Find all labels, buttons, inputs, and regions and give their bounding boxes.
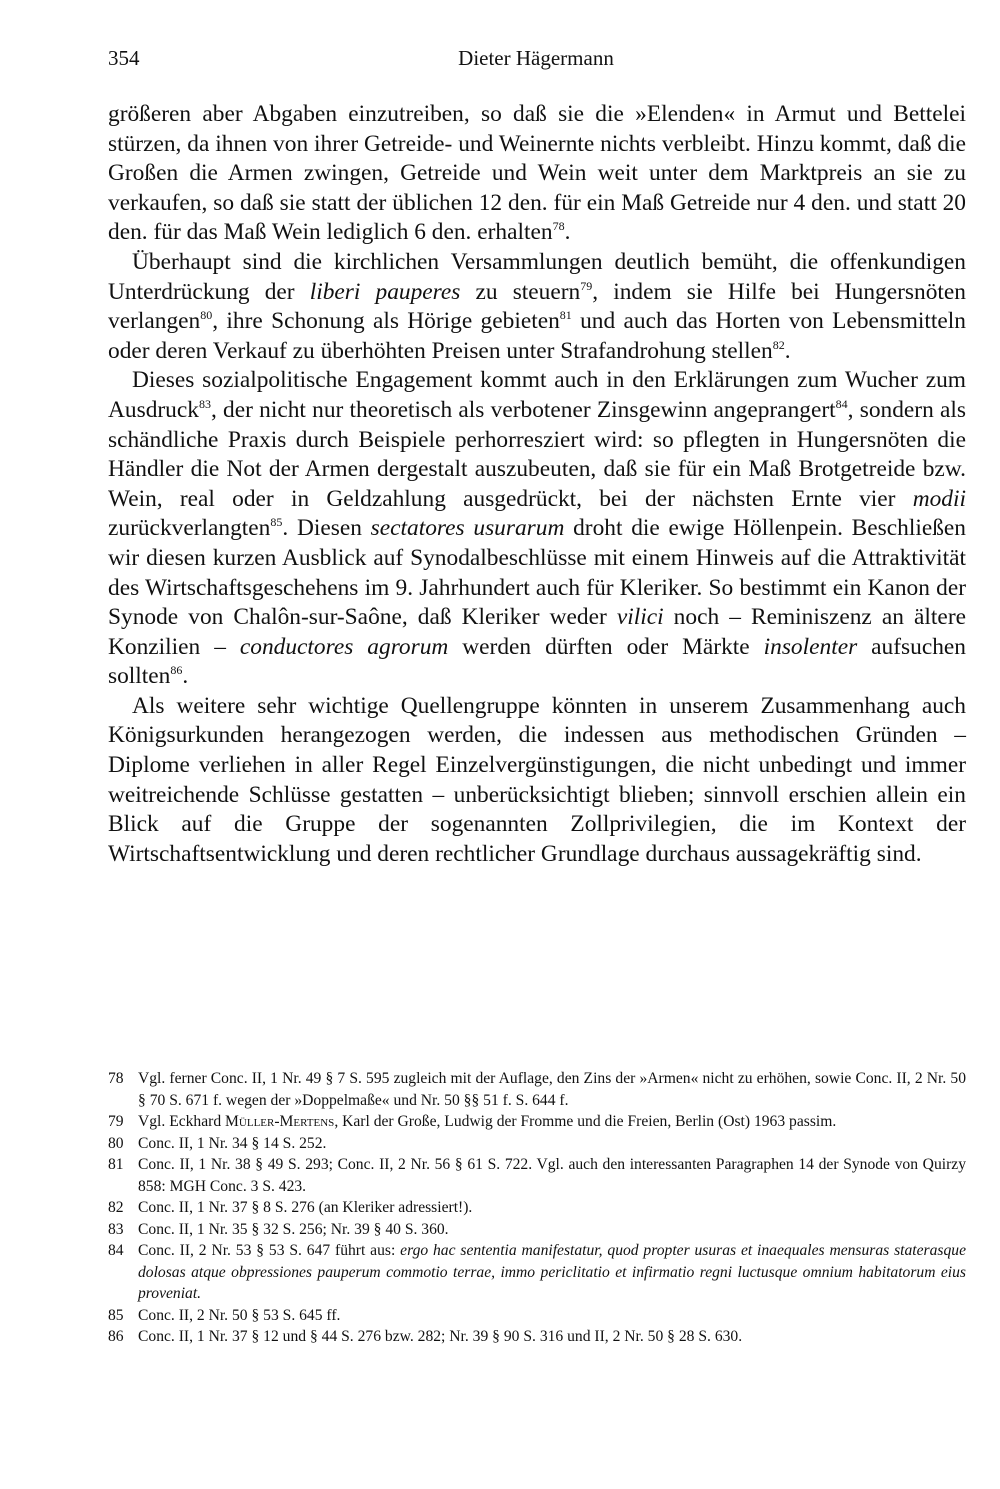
footnote-ref: 83 — [198, 397, 211, 412]
text-run: Conc. II, 1 Nr. 34 § 14 S. 252. — [138, 1134, 327, 1152]
text-run: Dieses sozialpolitische Engagement kommt auch in den Erklärungen zum Wucher zum Ausdruck — [108, 367, 966, 423]
footnote-number: 79 — [108, 1113, 124, 1130]
paragraph — [108, 366, 966, 692]
text-run: noch – Reminiszenz an ältere Konzilien – — [108, 604, 966, 660]
footnote-ref: 82 — [772, 337, 785, 352]
footnote — [108, 1111, 966, 1133]
paragraph — [108, 692, 966, 870]
text-run: zu steuern — [460, 278, 581, 305]
text-run: , der nicht nur theoretisch als verbotener Zinsgewinn angeprangert — [210, 396, 836, 423]
text-run: . — [182, 663, 189, 690]
text-run: Conc. II, 2 Nr. 53 § 53 S. 647 führt aus: — [138, 1242, 401, 1259]
footnote-ref: 81 — [559, 308, 572, 323]
footnote — [108, 1068, 966, 1111]
italic-run: liberi pauperes — [309, 278, 461, 305]
text-run: , indem sie Hilfe bei Hungersnöten verlangen — [108, 278, 966, 335]
footnote — [108, 1326, 966, 1348]
footnote-number: 78 — [108, 1070, 124, 1087]
footnote — [108, 1197, 966, 1219]
footnote-ref: 84 — [835, 397, 848, 412]
text-run: Vgl. Eckhard — [138, 1113, 226, 1130]
body-text — [108, 100, 966, 869]
text-run: Überhaupt sind die kirchlichen Versammlungen deutlich bemüht, die offenkundigen Unterdrückung der — [108, 248, 966, 305]
footnote-number: 83 — [108, 1220, 124, 1238]
text-run: zurückverlangten — [108, 515, 271, 542]
page-number: 354 — [108, 46, 140, 70]
footnote-number: 84 — [108, 1242, 124, 1259]
footnotes — [108, 1068, 966, 1348]
footnote-ref: 79 — [580, 278, 593, 293]
footnote-ref: 85 — [270, 515, 283, 530]
italic-run: insolenter — [763, 633, 858, 660]
italic-run: vilici — [616, 604, 664, 631]
text-run: Conc. II, 1 Nr. 38 § 49 S. 293; Conc. II, 2 Nr. 56 § 61 S. 722. Vgl. auch den interessanten Paragraphen 14 der Synode von Quirzy 858: MGH Conc. 3 S. 423. — [138, 1156, 966, 1195]
footnote-number: 80 — [108, 1134, 124, 1152]
running-head: Dieter Hägermann — [458, 46, 614, 70]
text-run: , ihre Schonung als Hörige gebieten — [212, 308, 560, 335]
text-run: Als weitere sehr wichtige Quellengruppe könnten in unserem Zusammenhang auch Königsurkunden herangezogen werden, die indessen aus methodischen Gründen – Diplome verliehen in aller Regel Einzelvergünstigungen, die nicht unbedingt und immer weitreichende Schlüsse gestatten – unberücksichtigt blieben; sinnvoll erschien allein ein Blick auf die Gruppe der sogenannten Zollprivilegien, die im Kontext der Wirtschaftsentwicklung und deren rechtlicher Grundlage durchaus aussagekräftig sind. — [108, 692, 966, 867]
text-run: . Diesen — [282, 515, 371, 542]
paragraph — [108, 248, 966, 366]
footnote — [108, 1240, 966, 1305]
footnote-number: 86 — [108, 1328, 124, 1345]
text-run: Conc. II, 1 Nr. 37 § 8 S. 276 (an Kleriker adressiert!). — [138, 1199, 473, 1216]
text-run: und auch das Horten von Lebensmitteln oder deren Verkauf zu überhöhten Preisen unter Strafandrohung stellen — [108, 308, 966, 364]
page-header — [108, 46, 964, 78]
author-name: Müller-Mertens — [225, 1113, 335, 1130]
text-run: Conc. II, 1 Nr. 37 § 12 und § 44 S. 276 bzw. 282; Nr. 39 § 90 S. 316 und II, 2 Nr. 50 § 28 S. 630. — [138, 1328, 743, 1345]
text-run: . — [564, 219, 571, 246]
text-run: werden dürften oder Märkte — [448, 633, 764, 660]
text-run: droht die ewige Höllenpein. Beschließen wir diesen kurzen Ausblick auf Synodalbeschlüsse mit einem Hinweis auf die Attraktivität des Wirtschaftsgeschehens im 9. Jahrhundert auch für Kleriker. So bestimmt ein Kanon der Synode von Chalôn-sur-Saône, daß Kleriker weder — [108, 515, 966, 631]
footnote-number: 85 — [108, 1306, 124, 1324]
footnote — [108, 1133, 966, 1155]
text-run: , sondern als schändliche Praxis durch Beispiele perhorresziert wird: so pflegten in Hungersnöten die Händler die Not der Armen dergestalt auszubeuten, daß sie für ein Maß Brotgetreide bzw. Wein, real oder in Geldzahlung ausgedrückt, bei der nächsten Ernte vier — [108, 396, 966, 512]
paragraph — [108, 100, 966, 248]
footnote — [108, 1219, 966, 1241]
text-run: größeren aber Abgaben einzutreiben, so daß sie die »Elenden« in Armut und Bettelei stürzen, da ihnen von ihrer Getreide- und Weinernte nichts verbleibt. Hinzu kommt, daß die Großen die Armen zwingen, Getreide und Wein weit unter dem Marktpreis an sie zu verkaufen, so daß sie statt der üblichen 12 den. für ein Maß Getreide nur 4 den. und statt 20 den. für das Maß Wein lediglich 6 den. erhalten — [108, 101, 966, 246]
text-run: , Karl der Große, Ludwig der Fromme und die Freien, Berlin (Ost) 1963 passim. — [334, 1113, 837, 1130]
text-run: Conc. II, 2 Nr. 50 § 53 S. 645 ff. — [138, 1306, 341, 1324]
text-run: . — [784, 337, 791, 364]
text-run: aufsuchen sollten — [108, 633, 966, 690]
footnote — [108, 1154, 966, 1197]
footnote-ref: 86 — [170, 663, 183, 678]
italic-run: sectatores usurarum — [370, 515, 565, 542]
italic-run: ergo hac sententia manifestatur, quod propter usuras et inaequales mensuras staterasque dolosas atque obpressiones pauperum commotio terrae, immo periclitatio et infirmatio regni luctusque omnium habitatorum eius proveniat. — [138, 1242, 966, 1302]
italic-run: conductores agrorum — [239, 633, 449, 660]
footnote-number: 82 — [108, 1199, 124, 1216]
text-run: Conc. II, 1 Nr. 35 § 32 S. 256; Nr. 39 § 40 S. 360. — [138, 1220, 449, 1238]
footnote-ref: 80 — [200, 308, 213, 323]
footnote-ref: 78 — [552, 219, 565, 234]
footnote-number: 81 — [108, 1156, 124, 1173]
italic-run: modii — [912, 485, 966, 512]
footnote — [108, 1305, 966, 1327]
text-run: Vgl. ferner Conc. II, 1 Nr. 49 § 7 S. 595 zugleich mit der Auflage, den Zins der »Armen« nicht zu erhöhen, sowie Conc. II, 2 Nr. 50 § 70 S. 671 f. wegen der »Doppelmaße« und Nr. 50 §§ 51 f. S. 644 f. — [138, 1070, 966, 1109]
